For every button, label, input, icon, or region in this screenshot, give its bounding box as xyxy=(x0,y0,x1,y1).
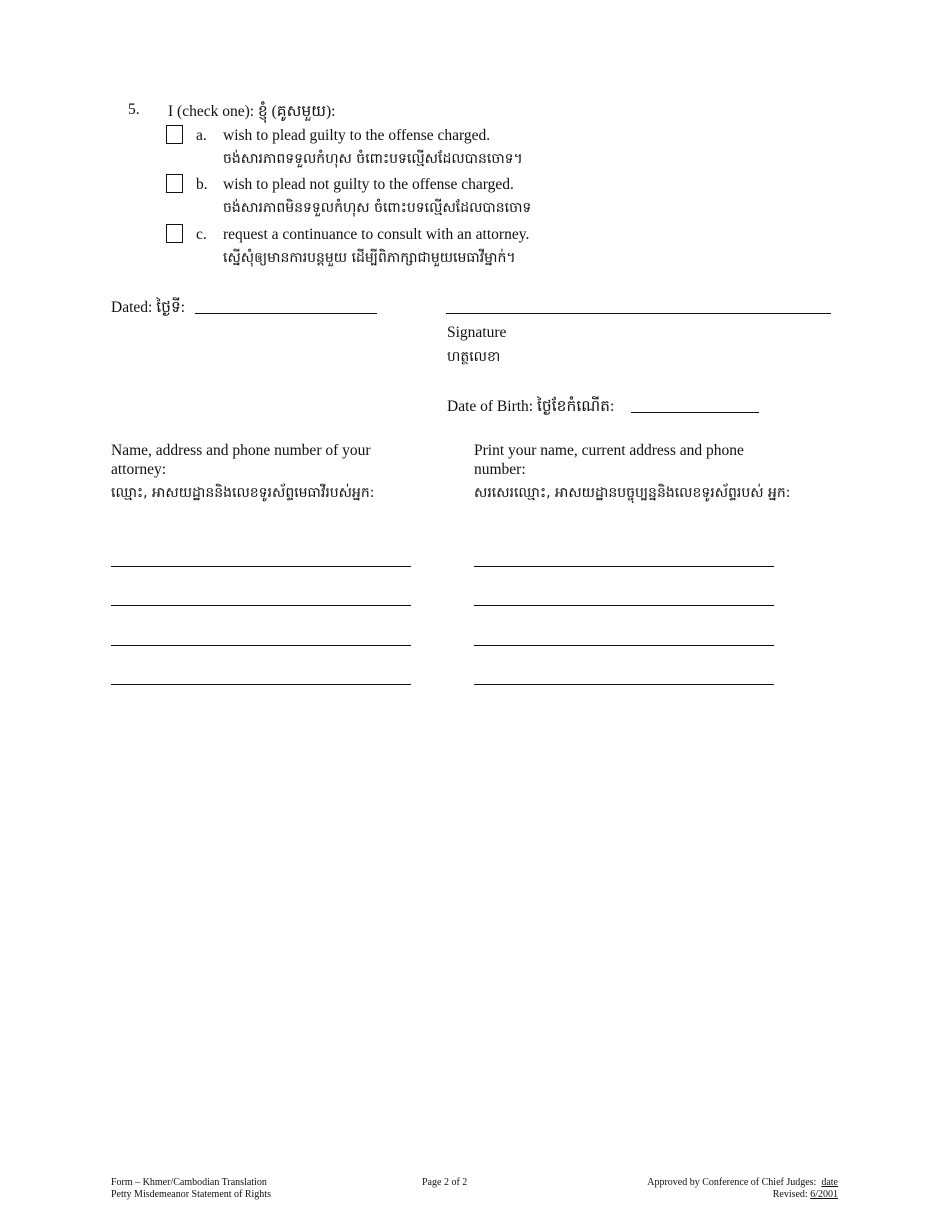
option-c-text: request a continuance to consult with an attorney. xyxy=(223,226,530,243)
dated-field[interactable] xyxy=(195,313,377,314)
attorney-label-line2: attorney: xyxy=(111,461,167,478)
signature-khmer-label: ហត្ថលេខា xyxy=(447,349,501,365)
checkbox-option-c[interactable] xyxy=(166,224,183,243)
footer-approved xyxy=(647,1177,838,1189)
dated-label: Dated: ថ្ងៃទី: xyxy=(111,299,186,316)
option-a-khmer: ចង់សារភាពទទួលកំហុស ចំពោះបទល្មើសដែលបានចោទ។ xyxy=(223,151,523,167)
footer-revised-prefix: Revised: xyxy=(772,1189,808,1200)
option-b-letter: b. xyxy=(196,176,208,193)
footer-approved-value: date xyxy=(821,1177,838,1188)
option-c-letter: c. xyxy=(196,226,207,243)
self-label-line2: number: xyxy=(474,461,526,478)
self-line-3[interactable] xyxy=(474,645,774,646)
self-khmer-label: សរសេរឈ្មោះ, អាសយដ្ឋានបច្ចុប្បន្ននិងលេខទូរស័ព្ទរបស់ អ្នក: xyxy=(474,485,791,501)
attorney-line-3[interactable] xyxy=(111,645,411,646)
checkbox-option-a[interactable] xyxy=(166,125,183,144)
option-b-text: wish to plead not guilty to the offense charged. xyxy=(223,176,514,193)
option-c-khmer: ស្នើសុំឲ្យមានការបន្តមួយ ដើម្បីពិភាក្សាជាមួយមេធាវីម្នាក់។ xyxy=(223,250,516,266)
attorney-label-line1: Name, address and phone number of your xyxy=(111,442,371,459)
footer-revised-value: 6/2001 xyxy=(810,1189,838,1200)
question-number: 5. xyxy=(128,101,140,118)
footer-form-subtitle: Petty Misdemeanor Statement of Rights xyxy=(111,1189,271,1200)
attorney-khmer-label: ឈ្មោះ, អាសយដ្ឋាននិងលេខទូរស័ព្ទមេធាវីរបស់អ្នក: xyxy=(111,485,375,501)
self-label-line1: Print your name, current address and phone xyxy=(474,442,744,459)
self-line-4[interactable] xyxy=(474,684,774,685)
attorney-line-1[interactable] xyxy=(111,566,411,567)
signature-field[interactable] xyxy=(446,313,831,314)
question-prompt: I (check one): ខ្ញុំ (គូសមួយ): xyxy=(168,103,336,120)
footer-approved-prefix: Approved by Conference of Chief Judges: xyxy=(647,1177,817,1188)
footer-page-number: Page 2 of 2 xyxy=(422,1177,468,1188)
self-line-2[interactable] xyxy=(474,605,774,606)
option-a-text: wish to plead guilty to the offense charged. xyxy=(223,127,491,144)
attorney-line-2[interactable] xyxy=(111,605,411,606)
signature-label: Signature xyxy=(447,324,507,341)
option-b-khmer: ចង់សារភាពមិនទទួលកំហុស ចំពោះបទល្មើសដែលបានចោទ xyxy=(223,200,532,216)
dob-label: Date of Birth: ថ្ងៃខែកំណើត: xyxy=(447,398,615,415)
dob-field[interactable] xyxy=(631,412,759,413)
attorney-line-4[interactable] xyxy=(111,684,411,685)
option-a-letter: a. xyxy=(196,127,207,144)
checkbox-option-b[interactable] xyxy=(166,174,183,193)
footer-form-title: Form – Khmer/Cambodian Translation xyxy=(111,1177,267,1188)
footer-revised xyxy=(773,1189,838,1201)
self-line-1[interactable] xyxy=(474,566,774,567)
